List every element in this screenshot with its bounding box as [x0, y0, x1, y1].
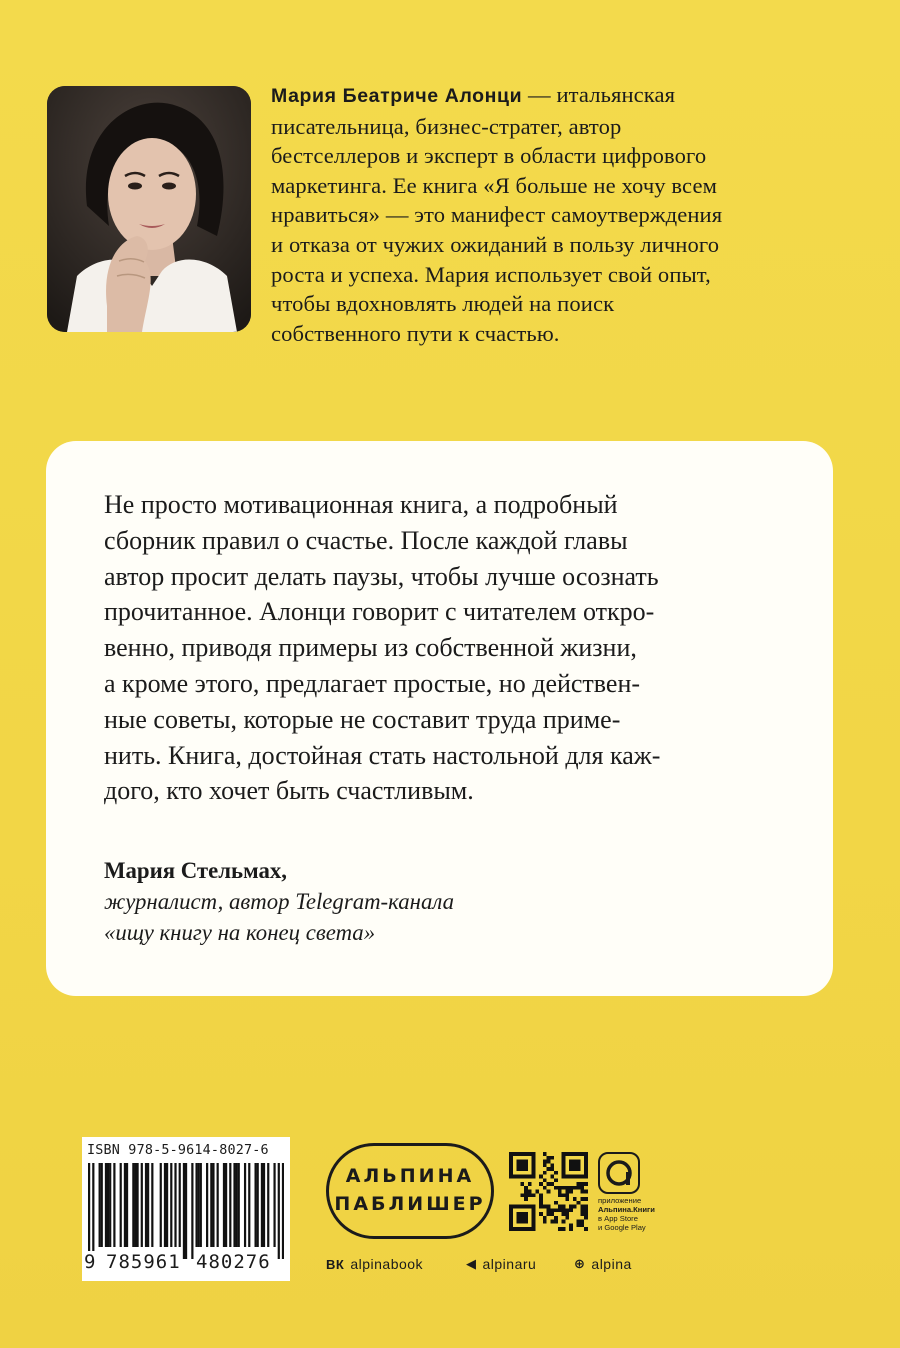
qr-module [524, 1197, 528, 1201]
barcode-bar [225, 1163, 227, 1247]
barcode-bar [107, 1163, 109, 1247]
barcode-bar [206, 1163, 208, 1247]
qr-module [569, 1227, 573, 1231]
author-bio-line: собственного пути к счастью. [271, 320, 560, 346]
qr-module [580, 1186, 584, 1190]
barcode-bar [124, 1163, 126, 1247]
qr-module [558, 1205, 562, 1209]
app-note-line: в App Store [598, 1214, 638, 1223]
qr-module [547, 1167, 551, 1171]
qr-module [580, 1212, 584, 1216]
qr-module [524, 1190, 528, 1194]
qr-module [584, 1190, 588, 1194]
barcode-bar [195, 1163, 197, 1247]
qr-code [509, 1152, 588, 1231]
qr-module [558, 1186, 562, 1190]
qr-module [584, 1208, 588, 1212]
qr-module [554, 1201, 558, 1205]
barcode-bar [170, 1163, 172, 1247]
qr-module [543, 1171, 547, 1175]
barcode-bar [113, 1163, 115, 1247]
qr-module [558, 1193, 562, 1197]
qr-module [550, 1156, 554, 1160]
qr-module [558, 1227, 562, 1231]
qr-module [543, 1163, 547, 1167]
qr-module [584, 1227, 588, 1231]
qr-module [550, 1208, 554, 1212]
barcode-bar [120, 1163, 122, 1247]
qr-module [577, 1220, 581, 1224]
review-line: Не просто мотивационная книга, а подробный [104, 490, 618, 519]
reviewer-name: Мария Стельмах, [104, 858, 287, 883]
author-bio-line: нравиться» — это манифест самоутверждения [271, 202, 723, 228]
ean-digits-left: 785961 [106, 1251, 181, 1273]
qr-module [554, 1178, 558, 1182]
publisher-logo-line1: АЛЬПИНА [345, 1165, 475, 1187]
app-icon [598, 1152, 640, 1194]
qr-module [565, 1212, 569, 1216]
author-bio-first-line [271, 80, 851, 112]
qr-module [565, 1193, 569, 1197]
qr-module [547, 1190, 551, 1194]
qr-module [543, 1160, 547, 1164]
barcode-bar [263, 1163, 265, 1247]
review-line: дого, кто хочет быть счастливым. [104, 776, 474, 806]
qr-module [573, 1197, 577, 1201]
app-note-line: Альпина.Книги [598, 1205, 655, 1214]
qr-module [550, 1220, 554, 1224]
qr-module [580, 1223, 584, 1227]
qr-module [547, 1205, 551, 1209]
barcode-bar [141, 1163, 143, 1247]
qr-module [562, 1193, 566, 1197]
qr-module [535, 1190, 539, 1194]
social-vk[interactable] [326, 1256, 423, 1272]
qr-module [539, 1212, 543, 1216]
author-name: Мария Беатриче Алонци [271, 85, 523, 107]
barcode-bar [151, 1163, 153, 1247]
qr-module [584, 1205, 588, 1209]
barcode [82, 1137, 290, 1281]
barcode-bar [174, 1163, 176, 1247]
qr-module [569, 1186, 573, 1190]
author-bio-line: чтобы вдохновлять людей на поиск [271, 291, 615, 317]
social-label: alpinabook [350, 1256, 424, 1272]
qr-module [554, 1171, 558, 1175]
qr-module [569, 1190, 573, 1194]
qr-module [524, 1186, 528, 1190]
qr-module [547, 1156, 551, 1160]
social-telegram[interactable] [466, 1256, 536, 1272]
barcode-bar [109, 1163, 111, 1247]
barcode-bar [273, 1163, 275, 1247]
qr-module [543, 1186, 547, 1190]
review-line: а кроме этого, предлагает простые, но действен- [104, 668, 641, 698]
barcode-bar [105, 1163, 107, 1247]
barcode-bar [198, 1163, 200, 1247]
barcode-bar [223, 1163, 225, 1247]
qr-module [547, 1212, 551, 1216]
qr-module [543, 1178, 547, 1182]
vk-icon: ВК [326, 1256, 345, 1272]
isbn-label: ISBN 978-5-9614-8027-6 [87, 1143, 269, 1158]
barcode-bar [185, 1163, 187, 1259]
barcode-bar [248, 1163, 250, 1247]
barcode-bar [238, 1163, 240, 1247]
qr-module [569, 1160, 580, 1171]
qr-module [573, 1205, 577, 1209]
qr-module [539, 1201, 543, 1205]
qr-module [543, 1216, 547, 1220]
qr-module [584, 1216, 588, 1220]
qr-module [565, 1216, 569, 1220]
social-label: alpina [591, 1256, 632, 1272]
review-text [104, 487, 804, 809]
social-alpina[interactable] [574, 1256, 632, 1272]
qr-module [584, 1197, 588, 1201]
qr-module [562, 1186, 566, 1190]
qr-module [554, 1220, 558, 1224]
qr-module [554, 1216, 558, 1220]
qr-module [577, 1201, 581, 1205]
author-bio-line: бестселлеров и эксперт в области цифрового [271, 143, 707, 169]
barcode-bar [217, 1163, 219, 1247]
qr-module [562, 1220, 566, 1224]
qr-module [543, 1220, 547, 1224]
reviewer-role: «ищу книгу на конец света» [104, 920, 376, 945]
qr-module [517, 1212, 528, 1223]
review-line: ные советы, которые не составит труда приме- [104, 704, 621, 734]
qr-module [580, 1205, 584, 1209]
barcode-bar [164, 1163, 166, 1247]
barcode-bar [126, 1163, 128, 1247]
qr-module [550, 1167, 554, 1171]
author-bio-line: и отказа от чужих ожиданий в пользу личного [271, 231, 720, 257]
qr-module [580, 1190, 584, 1194]
barcode-bar [136, 1163, 138, 1247]
qr-module [520, 1182, 524, 1186]
barcode-bar [160, 1163, 162, 1247]
barcode-bar [191, 1163, 193, 1259]
qr-module [565, 1186, 569, 1190]
ean-digits-right: 480276 [196, 1251, 271, 1273]
qr-module [554, 1208, 558, 1212]
barcode-bar [147, 1163, 149, 1247]
qr-module [547, 1160, 551, 1164]
qr-module [573, 1186, 577, 1190]
qr-module [547, 1182, 551, 1186]
author-bio-line: писательница, бизнес-стратег, автор [271, 113, 622, 139]
qr-module [562, 1212, 566, 1216]
qr-module [539, 1175, 543, 1179]
qr-module [517, 1160, 528, 1171]
review-line: нить. Книга, достойная стать настольной для каж- [104, 740, 661, 770]
qr-module [550, 1163, 554, 1167]
author-bio-line: роста и успеха. Мария использует свой опыт, [271, 261, 711, 287]
review-line: автор просит делать паузы, чтобы лучше осознать [104, 561, 659, 591]
qr-module [539, 1197, 543, 1201]
author-bio-line-0: — итальянская [522, 82, 676, 107]
author-bio-line: маркетинга. Ее книга «Я больше не хочу всем [271, 172, 717, 198]
author-bio [271, 80, 851, 348]
barcode-bar [210, 1163, 212, 1247]
qr-module [584, 1182, 588, 1186]
app-note-line: и Google Play [598, 1223, 646, 1232]
qr-module [569, 1223, 573, 1227]
barcode-bar [257, 1163, 259, 1247]
review-line: прочитанное. Алонци говорит с читателем откро- [104, 597, 655, 627]
alpina-icon: ⊕ [574, 1256, 586, 1271]
qr-module [524, 1193, 528, 1197]
qr-module [543, 1205, 547, 1209]
social-label: alpinaru [482, 1256, 537, 1272]
reviewer-role: журналист, автор Telegram-канала [104, 889, 454, 914]
barcode-bar [254, 1163, 256, 1247]
qr-module [565, 1208, 569, 1212]
barcode-bars [88, 1163, 284, 1259]
reviewer-block [104, 855, 804, 948]
ean-digit-first: 9 [84, 1251, 96, 1273]
publisher-logo-line2: ПАБЛИШЕР [334, 1193, 486, 1215]
qr-module [550, 1182, 554, 1186]
qr-module [532, 1193, 536, 1197]
barcode-bar [267, 1163, 269, 1247]
barcode-bar [244, 1163, 246, 1247]
barcode-bar [92, 1163, 94, 1259]
barcode-bar [132, 1163, 134, 1247]
barcode-bar [179, 1163, 181, 1247]
review-card [46, 441, 833, 996]
app-store-note [598, 1196, 678, 1232]
barcode-bar [88, 1163, 90, 1259]
qr-module [577, 1186, 581, 1190]
qr-module [539, 1205, 543, 1209]
barcode-bar [236, 1163, 238, 1247]
qr-module [528, 1193, 532, 1197]
barcode-bar [99, 1163, 101, 1247]
qr-module [569, 1205, 573, 1209]
review-line: сборник правил о счастье. После каждой главы [104, 525, 628, 555]
review-line: венно, приводя примеры из собственной жизни, [104, 633, 637, 663]
barcode-bar [212, 1163, 214, 1247]
qr-module [547, 1208, 551, 1212]
qr-module [528, 1190, 532, 1194]
qr-module [550, 1175, 554, 1179]
qr-module [577, 1182, 581, 1186]
barcode-bar [282, 1163, 284, 1259]
qr-module [580, 1208, 584, 1212]
qr-module [580, 1182, 584, 1186]
barcode-bar [233, 1163, 235, 1247]
barcode-bar [145, 1163, 147, 1247]
app-note-line: приложение [598, 1196, 642, 1205]
barcode-bar [183, 1163, 185, 1259]
qr-module [543, 1152, 547, 1156]
qr-module [558, 1190, 562, 1194]
qr-module [562, 1227, 566, 1231]
qr-module [562, 1208, 566, 1212]
barcode-bar [229, 1163, 231, 1247]
ean-digits [82, 1247, 290, 1277]
qr-module [539, 1182, 543, 1186]
barcode-bar [200, 1163, 202, 1247]
barcode-bar [101, 1163, 103, 1247]
qr-module [539, 1193, 543, 1197]
qr-module [558, 1208, 562, 1212]
publisher-logo [326, 1143, 494, 1239]
qr-module [584, 1212, 588, 1216]
barcode-bar [261, 1163, 263, 1247]
barcode-bar [278, 1163, 280, 1259]
qr-module [528, 1182, 532, 1186]
qr-module [580, 1220, 584, 1224]
barcode-bar [134, 1163, 136, 1247]
telegram-icon: ◀ [466, 1256, 477, 1271]
qr-module [565, 1190, 569, 1194]
qr-module [580, 1197, 584, 1201]
qr-module [577, 1223, 581, 1227]
qr-module [550, 1212, 554, 1216]
qr-module [562, 1205, 566, 1209]
barcode-bar [166, 1163, 168, 1247]
qr-module [569, 1208, 573, 1212]
qr-module [520, 1193, 524, 1197]
qr-module [554, 1186, 558, 1190]
qr-module [565, 1197, 569, 1201]
author-photo [47, 86, 251, 332]
